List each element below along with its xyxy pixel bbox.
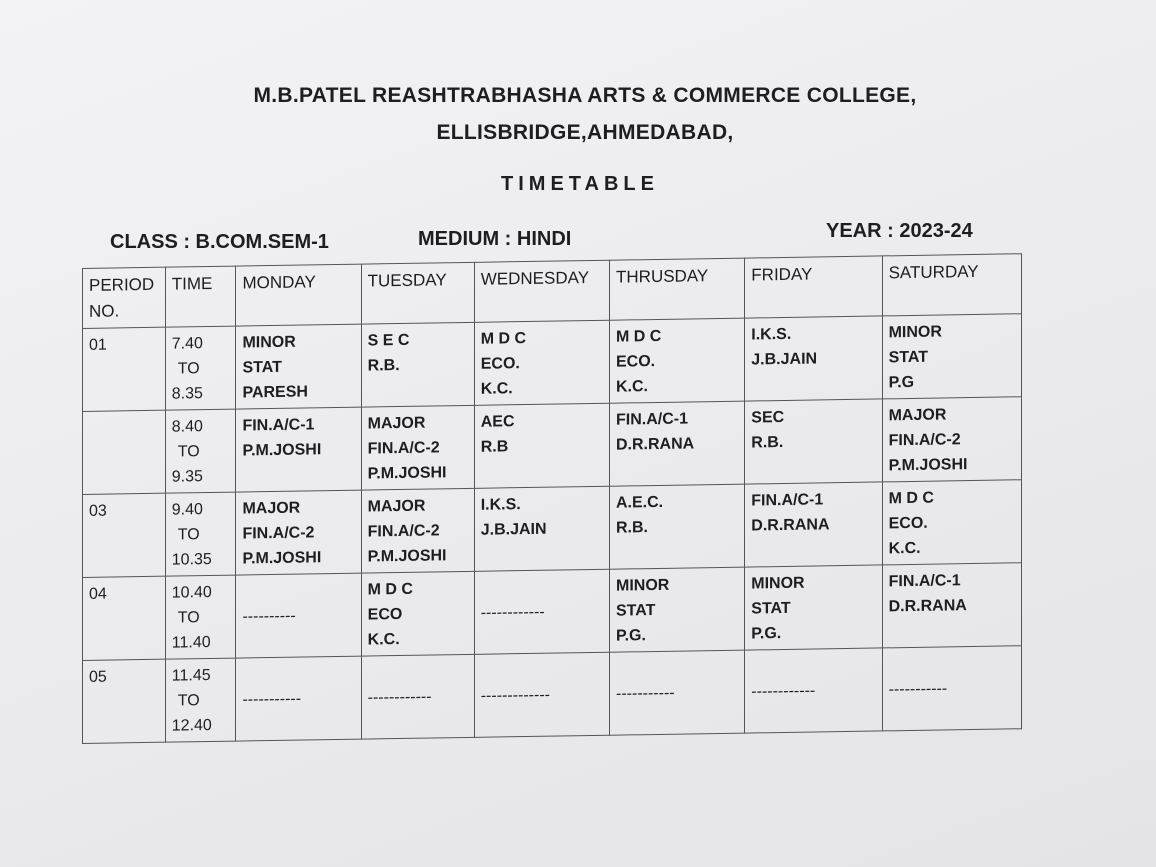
table-row xyxy=(83,646,1022,744)
cell-monday xyxy=(236,324,361,409)
time-end: 10.35 xyxy=(171,550,212,569)
time-to: TO xyxy=(177,692,200,710)
cell-line: PARESH xyxy=(242,383,308,402)
cell-monday xyxy=(236,490,361,575)
col-header-wednesday: WEDNESDAY xyxy=(474,260,609,322)
cell-friday xyxy=(745,482,882,567)
time-start: 7.40 xyxy=(171,335,203,353)
time-end: 11.40 xyxy=(171,633,211,652)
time-start: 11.45 xyxy=(171,666,211,685)
cell-line: J.B.JAIN xyxy=(480,520,547,539)
cell-tuesday xyxy=(361,488,474,573)
table-row xyxy=(83,480,1022,578)
cell-line: D.R.RANA xyxy=(616,435,695,454)
cell-thursday xyxy=(610,401,745,486)
cell-thursday xyxy=(610,318,745,403)
cell-line: D.R.RANA xyxy=(751,516,830,535)
table-row xyxy=(83,397,1022,495)
col-header-time: TIME xyxy=(165,266,236,327)
cell-friday xyxy=(745,648,882,733)
cell-line: K.C. xyxy=(616,378,648,396)
col-header-period-line2: NO. xyxy=(89,301,120,321)
time-start: 10.40 xyxy=(171,583,212,602)
college-address: ELLISBRIDGE,AHMEDABAD, xyxy=(436,121,734,144)
cell-line: P.G xyxy=(888,373,915,392)
cell-wednesday xyxy=(474,486,609,571)
cell-tuesday xyxy=(361,322,474,407)
time-cell xyxy=(165,409,236,493)
cell-line: R.B. xyxy=(616,519,648,537)
cell-line: A.E.C. xyxy=(616,493,664,512)
cell-line: FIN.A/C-1 xyxy=(751,491,824,510)
cell-line: MAJOR xyxy=(367,414,426,433)
period-cell: 01 xyxy=(83,327,166,411)
empty-slot-dash: ------------ xyxy=(480,603,545,622)
cell-line: D.R.RANA xyxy=(888,597,967,616)
cell-monday xyxy=(236,656,361,741)
col-header-tuesday: TUESDAY xyxy=(361,262,474,324)
cell-line: FIN.A/C-2 xyxy=(242,524,315,543)
cell-line: P.G. xyxy=(616,627,646,645)
cell-saturday xyxy=(882,397,1021,482)
cell-saturday xyxy=(882,563,1021,648)
cell-tuesday xyxy=(361,654,474,739)
document-title: TIMETABLE xyxy=(501,173,659,195)
cell-line: P.M.JOSHI xyxy=(367,547,447,566)
cell-line: FIN.A/C-2 xyxy=(367,522,440,541)
time-cell xyxy=(165,658,236,742)
cell-tuesday xyxy=(361,405,474,490)
cell-line: MINOR xyxy=(751,574,805,593)
cell-line: R.B xyxy=(480,438,509,456)
cell-line: ECO xyxy=(367,605,403,624)
col-header-monday: MONDAY xyxy=(236,264,361,326)
cell-friday xyxy=(745,316,882,401)
class-label: CLASS : B.COM.SEM-1 xyxy=(110,231,329,253)
cell-line: S E C xyxy=(367,331,410,350)
cell-wednesday xyxy=(474,403,609,488)
empty-slot-dash: ------------- xyxy=(480,686,550,705)
cell-friday xyxy=(745,399,882,484)
empty-slot-dash: ----------- xyxy=(616,684,675,703)
cell-line: MAJOR xyxy=(242,499,301,518)
cell-line: MAJOR xyxy=(888,406,947,425)
cell-line: I.K.S. xyxy=(480,496,521,514)
period-cell xyxy=(83,410,166,494)
cell-line: P.G. xyxy=(751,625,782,643)
table-row xyxy=(83,314,1022,412)
time-cell xyxy=(165,326,236,410)
cell-line: STAT xyxy=(616,601,656,620)
table-row xyxy=(83,563,1022,661)
col-header-period xyxy=(83,267,166,328)
cell-saturday xyxy=(882,646,1021,731)
time-cell xyxy=(165,575,236,659)
col-header-friday: FRIDAY xyxy=(745,256,882,318)
cell-line: J.B.JAIN xyxy=(751,350,818,369)
time-to: TO xyxy=(177,443,200,461)
cell-line: SEC xyxy=(751,408,785,427)
cell-line: R.B. xyxy=(751,433,784,452)
time-end: 8.35 xyxy=(171,385,203,403)
col-header-saturday: SATURDAY xyxy=(882,254,1021,316)
cell-line: P.M.JOSHI xyxy=(367,464,447,483)
cell-line: K.C. xyxy=(367,631,400,649)
cell-wednesday xyxy=(474,320,609,405)
cell-line: FIN.A/C-2 xyxy=(888,431,961,450)
cell-thursday xyxy=(610,650,745,735)
time-start: 8.40 xyxy=(171,418,203,436)
cell-line: MINOR xyxy=(888,323,942,342)
cell-line: MINOR xyxy=(616,576,670,595)
empty-slot-dash: ----------- xyxy=(242,690,302,709)
col-header-thursday: THRUSDAY xyxy=(610,258,745,320)
cell-line: P.M.JOSHI xyxy=(242,441,322,460)
empty-slot-dash: ---------- xyxy=(242,607,296,626)
cell-line: FIN.A/C-1 xyxy=(616,410,688,429)
time-to: TO xyxy=(177,526,200,544)
cell-line: I.K.S. xyxy=(751,325,792,344)
cell-line: STAT xyxy=(751,599,791,618)
col-header-period-line1: PERIOD xyxy=(89,274,155,295)
cell-saturday xyxy=(882,314,1021,399)
cell-line: K.C. xyxy=(888,539,921,558)
cell-tuesday xyxy=(361,571,474,656)
empty-slot-dash: ------------ xyxy=(751,682,816,701)
cell-line: ECO. xyxy=(480,355,520,373)
cell-monday xyxy=(236,407,361,492)
cell-line: AEC xyxy=(480,413,515,431)
time-start: 9.40 xyxy=(171,501,203,519)
cell-thursday xyxy=(610,567,745,652)
cell-line: M D C xyxy=(888,489,934,508)
timetable-grid xyxy=(82,253,1022,744)
empty-slot-dash: ----------- xyxy=(888,680,948,699)
cell-line: M D C xyxy=(367,580,413,599)
cell-line: R.B. xyxy=(367,357,400,375)
cell-line: STAT xyxy=(888,348,928,367)
time-to: TO xyxy=(177,360,200,378)
cell-friday xyxy=(745,565,882,650)
period-cell: 03 xyxy=(83,493,166,577)
cell-wednesday xyxy=(474,569,609,654)
cell-wednesday xyxy=(474,652,609,737)
cell-line: FIN.A/C-2 xyxy=(367,439,440,458)
time-cell xyxy=(165,492,236,576)
cell-line: MINOR xyxy=(242,333,296,352)
cell-line: ECO. xyxy=(888,514,928,533)
period-cell: 05 xyxy=(83,659,166,743)
time-end: 9.35 xyxy=(171,468,203,486)
period-cell: 04 xyxy=(83,576,166,660)
cell-line: ECO. xyxy=(616,352,656,371)
cell-line: M D C xyxy=(480,330,527,348)
cell-line: MAJOR xyxy=(367,497,426,516)
cell-monday xyxy=(236,573,361,658)
cell-line: STAT xyxy=(242,358,282,377)
cell-thursday xyxy=(610,484,745,569)
time-to: TO xyxy=(177,609,200,627)
empty-slot-dash: ------------ xyxy=(367,688,432,707)
cell-line: P.M.JOSHI xyxy=(888,456,968,475)
medium-label: MEDIUM : HINDI xyxy=(418,228,572,250)
cell-line: P.M.JOSHI xyxy=(242,549,322,568)
college-name: M.B.PATEL REASHTRABHASHA ARTS & COMMERCE COLLEGE, xyxy=(253,84,917,107)
time-end: 12.40 xyxy=(171,716,212,735)
cell-line: K.C. xyxy=(480,380,513,398)
year-label: YEAR : 2023-24 xyxy=(826,220,973,242)
cell-saturday xyxy=(882,480,1021,565)
cell-line: M D C xyxy=(616,327,662,346)
cell-line: FIN.A/C-1 xyxy=(242,416,315,435)
cell-line: FIN.A/C-1 xyxy=(888,572,961,591)
